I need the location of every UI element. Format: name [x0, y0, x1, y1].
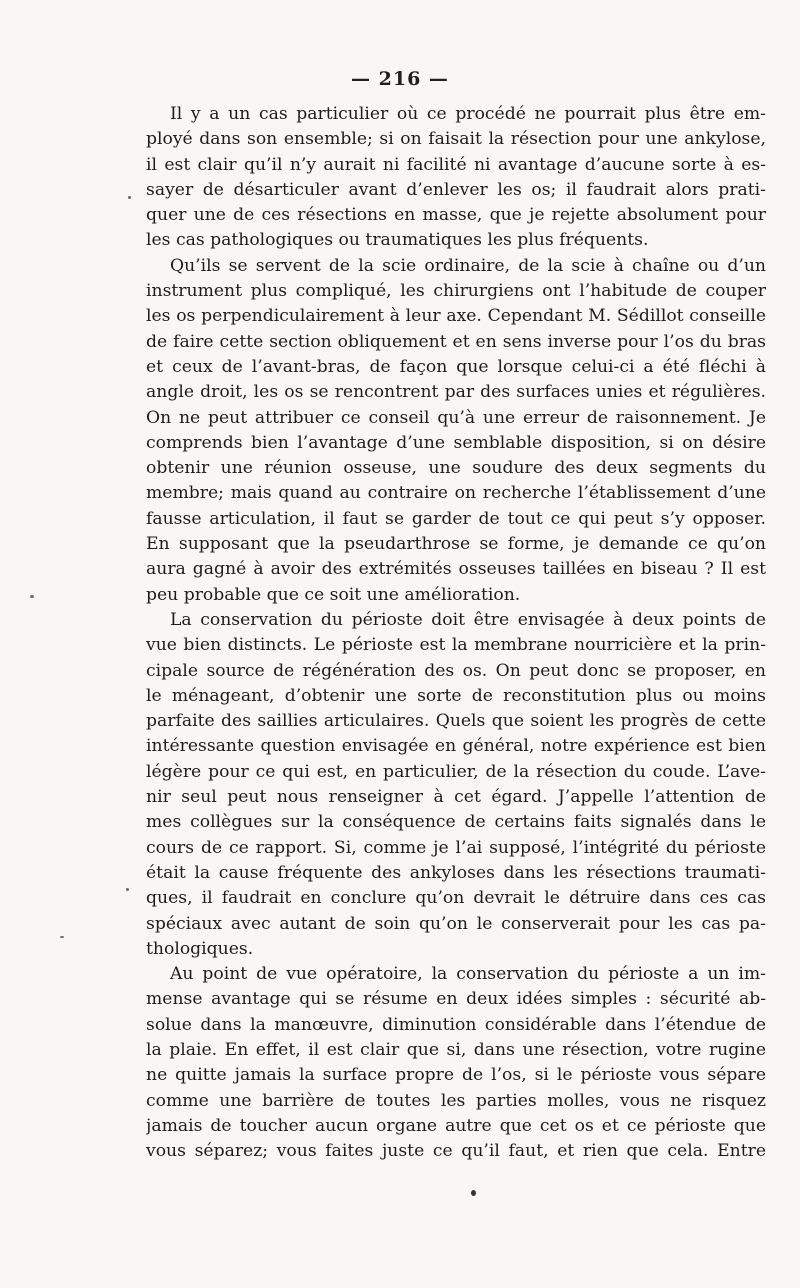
text-line: solue dans la manœuvre, diminution considérable dans l’étendue de [146, 1014, 766, 1035]
ink-speck [30, 595, 34, 598]
text-line: mes collègues sur la conséquence de certains faits signalés dans le [146, 812, 766, 833]
text-line: La conservation du périoste doit être envisagée à deux points de [170, 609, 766, 630]
text-line: ne quitte jamais la surface propre de l’os, si le périoste vous sépare [146, 1065, 766, 1086]
text-line: Qu’ils se servent de la scie ordinaire, de la scie à chaîne ou d’un [170, 255, 766, 276]
ink-speck [126, 888, 129, 891]
text-line: il est clair qu’il n’y aurait ni facilité ni avantage d’aucune sorte à es- [146, 154, 766, 175]
text-line: angle droit, les os se rencontrent par des surfaces unies et régulières. [146, 382, 766, 403]
text-line: cipale source de régénération des os. On peut donc se proposer, en [146, 660, 766, 681]
text-line: les os perpendiculairement à leur axe. Cependant M. Sédillot conseille [146, 306, 766, 327]
text-line: aura gagné à avoir des extrémités osseuses taillées en biseau ? Il est [146, 559, 766, 580]
text-line: sayer de désarticuler avant d’enlever les os; il faudrait alors prati- [146, 179, 766, 200]
text-line: ques, il faudrait en conclure qu’on devrait le détruire dans ces cas [146, 888, 766, 909]
text-line: comme une barrière de toutes les parties molles, vous ne risquez [146, 1090, 766, 1111]
text-line: parfaite des saillies articulaires. Quels que soient les progrès de cette [146, 711, 766, 732]
text-line: thologiques. [146, 938, 254, 959]
text-line: intéressante question envisagée en général, notre expérience est bien [146, 736, 766, 757]
text-line: et ceux de l’avant-bras, de façon que lorsque celui-ci a été fléchi à [146, 356, 766, 377]
text-line: instrument plus compliqué, les chirurgiens ont l’habitude de couper [146, 281, 766, 302]
text-line: spéciaux avec autant de soin qu’on le conserverait pour les cas pa- [146, 913, 766, 934]
ink-speck [128, 196, 131, 199]
text-line: était la cause fréquente des ankyloses dans les résections traumati- [146, 862, 766, 883]
text-line: membre; mais quand au contraire on recherche l’établissement d’une [146, 483, 766, 504]
text-line: vue bien distincts. Le périoste est la membrane nourricière et la prin- [146, 635, 766, 656]
text-line: de faire cette section obliquement et en sens inverse pour l’os du bras [146, 331, 766, 352]
text-line: jamais de toucher aucun organe autre que cet os et ce périoste que [146, 1115, 766, 1136]
text-line: fausse articulation, il faut se garder de tout ce qui peut s’y opposer. [146, 508, 766, 529]
body-text [146, 102, 766, 1164]
text-line: quer une de ces résections en masse, que je rejette absolument pour [146, 205, 766, 226]
page-number: — 216 — [351, 68, 449, 90]
ink-speck [471, 1190, 476, 1196]
text-line: On ne peut attribuer ce conseil qu’à une erreur de raisonnement. Je [146, 407, 766, 428]
text-line: ployé dans son ensemble; si on faisait la résection pour une ankylose, [146, 129, 766, 150]
text-line: peu probable que ce soit une amélioration. [146, 584, 521, 605]
text-line: le ménageant, d’obtenir une sorte de reconstitution plus ou moins [146, 685, 766, 706]
text-line: Au point de vue opératoire, la conservation du périoste a un im- [170, 964, 766, 985]
text-line: comprends bien l’avantage d’une semblable disposition, si on désire [146, 432, 766, 453]
text-line: En supposant que la pseudarthrose se forme, je demande ce qu’on [146, 534, 766, 555]
text-line: mense avantage qui se résume en deux idées simples : sécurité ab- [146, 989, 766, 1010]
text-line: les cas pathologiques ou traumatiques les plus fréquents. [146, 230, 649, 251]
text-line: Il y a un cas particulier où ce procédé ne pourrait plus être em- [170, 104, 766, 124]
text-line: cours de ce rapport. Si, comme je l’ai supposé, l’intégrité du périoste [146, 837, 766, 858]
text-line: vous séparez; vous faites juste ce qu’il faut, et rien que cela. Entre [146, 1141, 766, 1162]
text-line: légère pour ce qui est, en particulier, de la résection du coude. L’ave- [146, 761, 766, 782]
text-line: nir seul peut nous renseigner à cet égard. J’appelle l’attention de [146, 787, 766, 808]
text-line: la plaie. En effet, il est clair que si, dans une résection, votre rugine [146, 1039, 766, 1060]
ink-speck [60, 936, 64, 938]
text-line: obtenir une réunion osseuse, une soudure des deux segments du [146, 458, 766, 479]
